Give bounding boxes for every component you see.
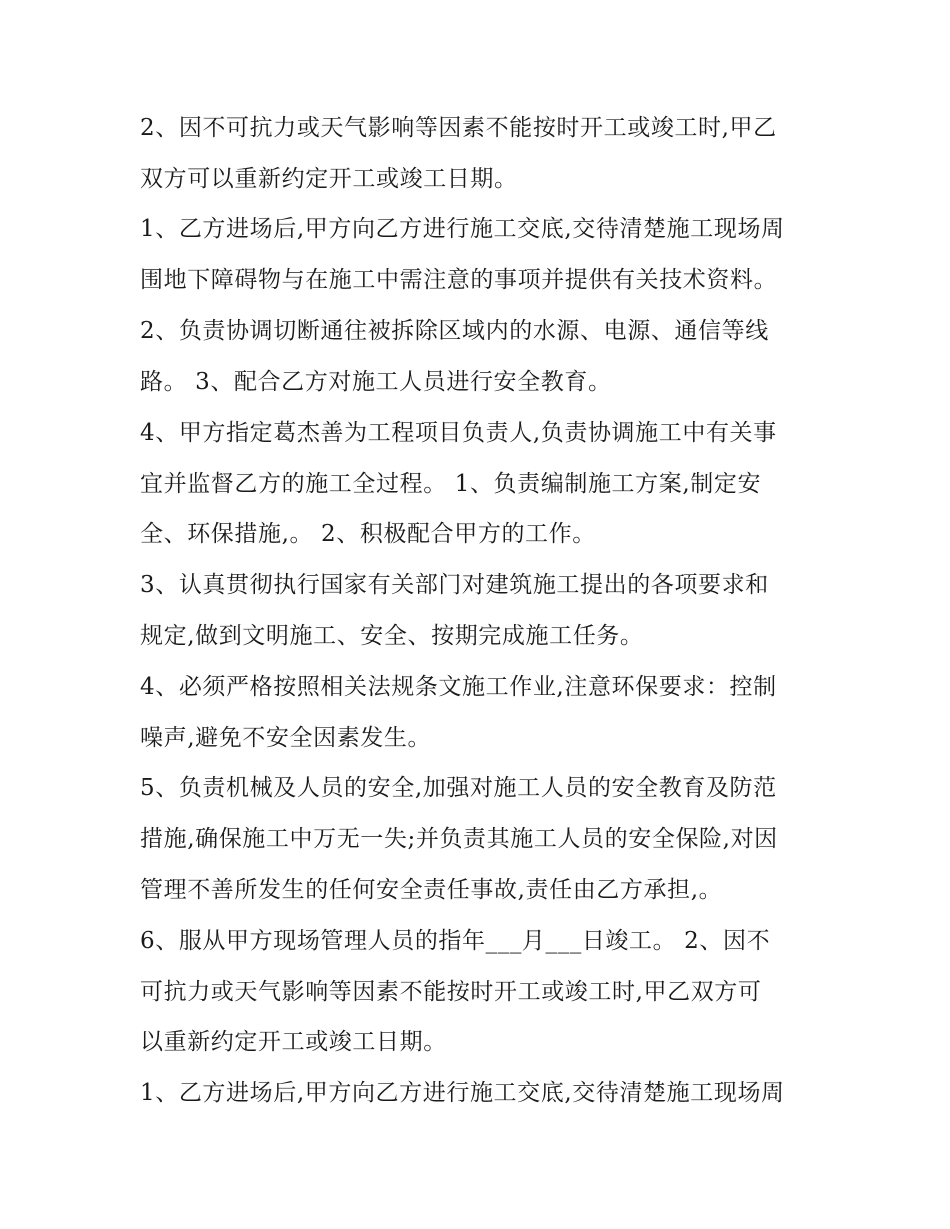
text-line: 5、负责机械及人员的安全,加强对施工人员的安全教育及防范: [140, 775, 777, 801]
text-line: 全、环保措施,。 2、积极配合甲方的工作。: [140, 521, 596, 547]
text-line: 措施,确保施工中万无一失;并负责其施工人员的安全保险,对因: [140, 826, 778, 852]
text-line: 2、因不可抗力或天气影响等因素不能按时开工或竣工时,甲乙: [140, 115, 777, 141]
text-line: 1、乙方进场后,甲方向乙方进行施工交底,交待清楚施工现场周: [140, 1080, 785, 1106]
text-line: 路。 3、配合乙方对施工人员进行安全教育。: [140, 369, 612, 395]
text-line: 1、乙方进场后,甲方向乙方进行施工交底,交待清楚施工现场周: [140, 216, 785, 242]
text-line: 2、负责协调切断通往被拆除区域内的水源、电源、通信等线: [140, 318, 769, 344]
text-line: 噪声,避免不安全因素发生。: [140, 725, 432, 751]
text-line: 围地下障碍物与在施工中需注意的事项并提供有关技术资料。: [140, 267, 778, 293]
text-line: 3、认真贯彻执行国家有关部门对建筑施工提出的各项要求和: [140, 572, 769, 598]
text-line: 规定,做到文明施工、安全、按期完成施工任务。: [140, 623, 644, 649]
text-line: 以重新约定开工或竣工日期。: [140, 1029, 447, 1055]
text-line: 4、必须严格按照相关法规条文施工作业,注意环保要求：控制: [140, 674, 777, 700]
text-line: 双方可以重新约定开工或竣工日期。: [140, 166, 518, 192]
text-line: 宜并监督乙方的施工全过程。 1、负责编制施工方案,制定安: [140, 471, 762, 497]
text-line: 4、甲方指定葛杰善为工程项目负责人,负责协调施工中有关事: [140, 420, 777, 446]
text-line: 管理不善所发生的任何安全责任事故,责任由乙方承担,。: [140, 877, 723, 903]
text-line: 可抗力或天气影响等因素不能按时开工或竣工时,甲乙双方可: [140, 979, 762, 1005]
text-line: 6、服从甲方现场管理人员的指年___月___日竣工。 2、因不: [140, 928, 771, 954]
